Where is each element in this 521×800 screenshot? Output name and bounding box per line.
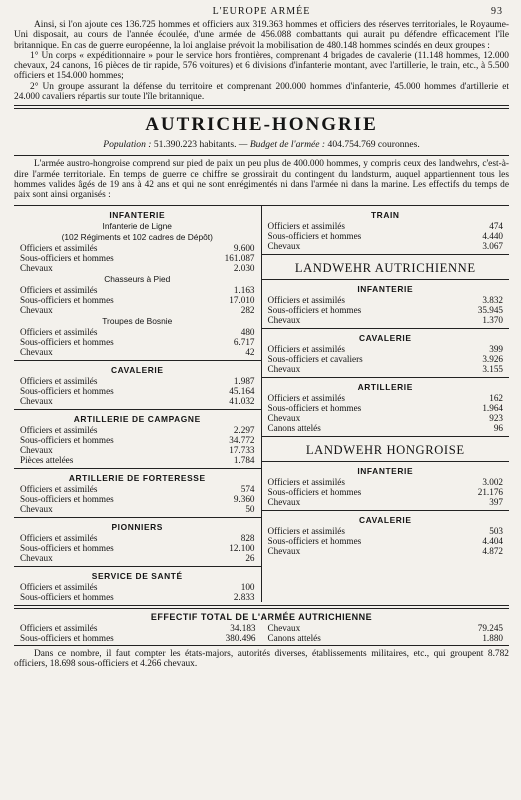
row-value: 3.155: [482, 363, 503, 374]
row-label: Officiers et assimilés: [267, 476, 345, 487]
row-value: 4.404: [482, 535, 503, 546]
row-value: 2.833: [233, 591, 255, 602]
row-value: 474: [489, 220, 503, 231]
row-label: Sous-officiers et hommes: [20, 542, 114, 553]
data-rows: [20, 285, 255, 315]
data-rows: [20, 327, 255, 357]
section-title: CAVALERIE: [358, 332, 412, 343]
table-row: [20, 543, 255, 553]
table-row: [268, 536, 504, 546]
table-row: [20, 263, 255, 273]
country-stats: [14, 139, 509, 150]
population-label: Population :: [103, 139, 152, 151]
table-row: [20, 386, 255, 396]
table-row: [20, 327, 255, 337]
row-label: Chevaux: [267, 496, 301, 507]
row-value: 3.832: [482, 294, 503, 305]
row-label: Chevaux: [20, 503, 53, 514]
section-subtitle: (102 Régiments et 102 cadres de Dépôt): [61, 231, 213, 242]
section-title: ARTILLERIE: [357, 381, 413, 392]
table-row: [268, 305, 504, 315]
army-description: L'armée austro-hongroise comprend sur pied de paix un peu plus de 400.000 hommes, y compris ceux des landwehrs, c'est-à-dire l'armée territoriale. En temps de guerre ce chiffre se grossirait du contingent du landsturm, auquel appartiennent tous les hommes valides âgés de 19 ans à 42 ans et qui ne sont enrégimentés ni dans l'armée ni dans la marine. Les effectifs du temps de paix sont ainsi organisés :: [14, 159, 509, 201]
section-title: INFANTERIE: [109, 209, 166, 220]
row-label: Officiers et assimilés: [20, 424, 98, 435]
divider: [14, 409, 261, 410]
table-row: [268, 231, 504, 241]
table-row: [20, 243, 255, 253]
table-row: [20, 504, 255, 514]
divider: [14, 566, 261, 567]
row-label: Officiers et assimilés: [267, 294, 345, 305]
row-label: Sous-officiers et hommes: [267, 402, 362, 413]
row-value: 3.002: [482, 476, 503, 487]
row-value: 923: [489, 412, 503, 423]
table-row: [20, 295, 255, 305]
row-label: Chevaux: [267, 545, 301, 556]
table-row: [268, 354, 504, 364]
row-value: 26: [245, 552, 255, 563]
data-rows: [268, 221, 504, 251]
row-label: Sous-officiers et hommes: [20, 591, 114, 602]
row-value: 397: [489, 496, 503, 507]
population-value: 51.390.223 habitants.: [153, 139, 237, 151]
row-value: 1.370: [482, 314, 503, 325]
data-rows: [268, 477, 504, 507]
divider: [14, 360, 261, 361]
row-label: Sous-officiers et hommes: [267, 535, 362, 546]
section-subtitle: Infanterie de Ligne: [102, 220, 172, 231]
divider: [14, 468, 261, 469]
row-label: Sous-officiers et hommes: [267, 304, 362, 315]
section-title: CAVALERIE: [110, 364, 164, 375]
row-label: Sous-officiers et hommes: [20, 252, 114, 263]
data-rows: [268, 393, 504, 433]
intro-item-1: 1° Un corps « expéditionnaire » pour le service hors frontières, comprenant 4 brigades de cavalerie (11.148 hommes, 12.000 chevaux, 24 canons, 16 pièces de tir rapide, 576 voitures) et 6 divisions d'infanterie montant, avec l'artillerie, le train, etc., à 5.500 officiers et 154.000 hommes;: [14, 50, 509, 82]
row-label: Pièces attelées: [20, 454, 74, 465]
table-row: [20, 253, 255, 263]
data-rows: [268, 344, 504, 374]
table-row: [268, 423, 504, 433]
data-rows: [268, 526, 504, 556]
section-title: PIONNIERS: [111, 521, 163, 532]
table-row: [20, 396, 255, 406]
row-value: 1.163: [233, 284, 255, 295]
row-value: 828: [240, 532, 255, 543]
table-row: [268, 393, 504, 403]
row-label: Officiers et assimilés: [20, 483, 98, 494]
intro-item-2: 2° Un groupe assurant la défense du territoire et comprenant 200.000 hommes d'infanterie, 45.000 hommes d'artillerie et 24.000 cavaliers répartis sur toute l'île britannique.: [14, 81, 509, 103]
row-label: Officiers et assimilés: [267, 525, 345, 536]
section-title: INFANTERIE: [357, 465, 414, 476]
table-row: [20, 582, 255, 592]
row-label: Officiers et assimilés: [20, 284, 98, 295]
table-row: [268, 633, 504, 643]
data-rows: [20, 484, 255, 514]
row-value: 1.987: [233, 375, 255, 386]
row-value: 161.087: [224, 252, 255, 263]
row-label: Sous-officiers et hommes: [267, 486, 362, 497]
row-label: Canons attelés: [267, 632, 321, 643]
row-label: Officiers et assimilés: [20, 326, 98, 337]
row-value: 34.772: [229, 434, 255, 445]
row-value: 50: [245, 503, 255, 514]
section-divider: [14, 105, 509, 109]
row-label: Sous-officiers et hommes: [20, 336, 114, 347]
row-value: 96: [493, 422, 503, 433]
divider: [262, 328, 510, 329]
total-right: [262, 623, 510, 643]
row-value: 45.164: [229, 385, 255, 396]
group-title: LANDWEHR AUTRICHIENNE: [294, 260, 476, 275]
row-label: Chevaux: [20, 552, 53, 563]
table-row: [20, 533, 255, 543]
table-row: [268, 403, 504, 413]
row-label: Officiers et assimilés: [20, 242, 98, 253]
table-row: [20, 337, 255, 347]
row-label: Chevaux: [267, 622, 301, 633]
row-label: Sous-officiers et hommes: [20, 493, 114, 504]
table-row: [20, 553, 255, 563]
title-rule: [14, 155, 509, 156]
total-title: EFFECTIF TOTAL DE L'ARMÉE AUTRICHIENNE: [150, 611, 373, 622]
left-column: [14, 206, 262, 602]
table-row: [268, 413, 504, 423]
table-row: [20, 455, 255, 465]
row-value: 34.183: [230, 622, 256, 633]
group-title: LANDWEHR HONGROISE: [305, 442, 465, 457]
section-title: TRAIN: [370, 209, 400, 220]
table-row: [20, 425, 255, 435]
row-label: Sous-officiers et hommes: [20, 294, 114, 305]
data-rows: [20, 425, 255, 465]
row-value: 9.600: [233, 242, 255, 253]
intro-paragraph: Ainsi, si l'on ajoute ces 136.725 hommes et officiers aux 319.363 hommes et officiers des réserves territoriales, le Royaume-Uni disposait, au cours de l'année écoulée, d'une armée de 456.088 combattants qui aurait pu défendre efficacement l'île britannique. En cas de guerre européenne, la loi anglaise prévoit la mobilisation de 480.148 hommes scindés en deux groupes :: [14, 20, 509, 51]
row-label: Chevaux: [20, 262, 53, 273]
row-value: 503: [489, 525, 503, 536]
row-value: 79.245: [477, 622, 503, 633]
table-row: [20, 376, 255, 386]
effectifs-columns: [14, 205, 509, 602]
row-value: 41.032: [229, 395, 255, 406]
section-subtitle: Chasseurs à Pied: [104, 273, 171, 284]
table-row: [268, 295, 504, 305]
total-columns: [14, 623, 509, 646]
section-title: ARTILLERIE DE FORTERESSE: [68, 472, 206, 483]
row-value: 1.964: [482, 402, 503, 413]
row-value: 2.297: [233, 424, 255, 435]
row-value: 3.067: [482, 240, 503, 251]
data-rows: [20, 376, 255, 406]
data-rows: [20, 623, 256, 643]
data-rows: [20, 533, 255, 563]
row-label: Chevaux: [267, 240, 301, 251]
section-subtitle: Troupes de Bosnie: [102, 315, 173, 326]
divider: [262, 279, 510, 280]
data-rows: [20, 243, 255, 273]
row-value: 480: [240, 326, 255, 337]
row-value: 9.360: [233, 493, 255, 504]
row-value: 380.496: [225, 632, 256, 643]
table-row: [268, 221, 504, 231]
row-value: 6.717: [233, 336, 255, 347]
page-number: 93: [491, 6, 503, 17]
row-label: Officiers et assimilés: [267, 220, 345, 231]
total-divider: [14, 605, 509, 609]
table-row: [268, 315, 504, 325]
row-label: Officiers et assimilés: [267, 343, 345, 354]
divider: [262, 436, 510, 437]
row-label: Sous-officiers et hommes: [267, 230, 362, 241]
data-rows: [268, 623, 504, 643]
table-row: [20, 494, 255, 504]
table-row: [20, 435, 255, 445]
table-row: [268, 497, 504, 507]
row-value: 399: [489, 343, 503, 354]
total-left: [14, 623, 262, 643]
row-label: Chevaux: [20, 304, 53, 315]
row-value: 17.010: [229, 294, 255, 305]
row-label: Chevaux: [267, 412, 301, 423]
row-label: Sous-officiers et hommes: [20, 385, 114, 396]
table-row: [268, 477, 504, 487]
divider: [262, 510, 510, 511]
row-value: 1.784: [233, 454, 255, 465]
divider: [262, 254, 510, 255]
running-header: [14, 6, 509, 20]
table-row: [268, 526, 504, 536]
row-value: 2.030: [233, 262, 255, 273]
section-title: ARTILLERIE DE CAMPAGNE: [73, 413, 201, 424]
row-value: 282: [240, 304, 255, 315]
row-label: Canons attelés: [267, 422, 321, 433]
row-label: Chevaux: [267, 363, 301, 374]
footer-note: Dans ce nombre, il faut compter les états-majors, autorités diverses, établissements militaires, etc., qui groupent 8.782 officiers, 18.698 sous-officiers et 4.266 chevaux.: [14, 648, 509, 669]
table-row: [20, 445, 255, 455]
row-value: 100: [240, 581, 255, 592]
running-title: L'EUROPE ARMÉE: [212, 6, 311, 17]
section-title: CAVALERIE: [358, 514, 412, 525]
row-label: Sous-officiers et cavaliers: [267, 353, 363, 364]
row-label: Sous-officiers et hommes: [20, 632, 114, 643]
row-value: 42: [245, 346, 255, 357]
row-label: Chevaux: [20, 444, 53, 455]
section-title: INFANTERIE: [357, 283, 414, 294]
table-row: [268, 344, 504, 354]
section-title: SERVICE DE SANTÉ: [91, 570, 183, 581]
table-row: [268, 546, 504, 556]
data-rows: [268, 295, 504, 325]
row-value: 35.945: [477, 304, 503, 315]
table-row: [268, 487, 504, 497]
country-title: AUTRICHE-HONGRIE: [145, 114, 378, 136]
budget-label: — Budget de l'armée :: [238, 139, 326, 151]
data-rows: [20, 582, 255, 602]
divider: [262, 377, 510, 378]
table-row: [20, 484, 255, 494]
table-row: [20, 305, 255, 315]
table-row: [20, 633, 256, 643]
table-row: [268, 364, 504, 374]
budget-value: 404.754.769 couronnes.: [327, 139, 420, 151]
table-row: [20, 285, 255, 295]
row-value: 574: [240, 483, 255, 494]
row-value: 162: [489, 392, 503, 403]
row-value: 4.872: [482, 545, 503, 556]
divider: [262, 461, 510, 462]
row-value: 1.880: [482, 632, 503, 643]
row-label: Officiers et assimilés: [267, 392, 345, 403]
right-column: [262, 206, 510, 602]
table-row: [268, 241, 504, 251]
table-row: [268, 623, 504, 633]
row-value: 3.926: [482, 353, 503, 364]
row-label: Officiers et assimilés: [20, 622, 98, 633]
row-label: Chevaux: [267, 314, 301, 325]
row-label: Officiers et assimilés: [20, 532, 98, 543]
row-value: 17.733: [229, 444, 255, 455]
row-label: Chevaux: [20, 395, 53, 406]
table-row: [20, 623, 256, 633]
row-value: 4.440: [482, 230, 503, 241]
row-label: Officiers et assimilés: [20, 581, 98, 592]
row-label: Chevaux: [20, 346, 53, 357]
row-value: 21.176: [477, 486, 503, 497]
row-label: Officiers et assimilés: [20, 375, 98, 386]
row-label: Sous-officiers et hommes: [20, 434, 114, 445]
row-value: 12.100: [229, 542, 255, 553]
divider: [14, 517, 261, 518]
table-row: [20, 592, 255, 602]
table-row: [20, 347, 255, 357]
